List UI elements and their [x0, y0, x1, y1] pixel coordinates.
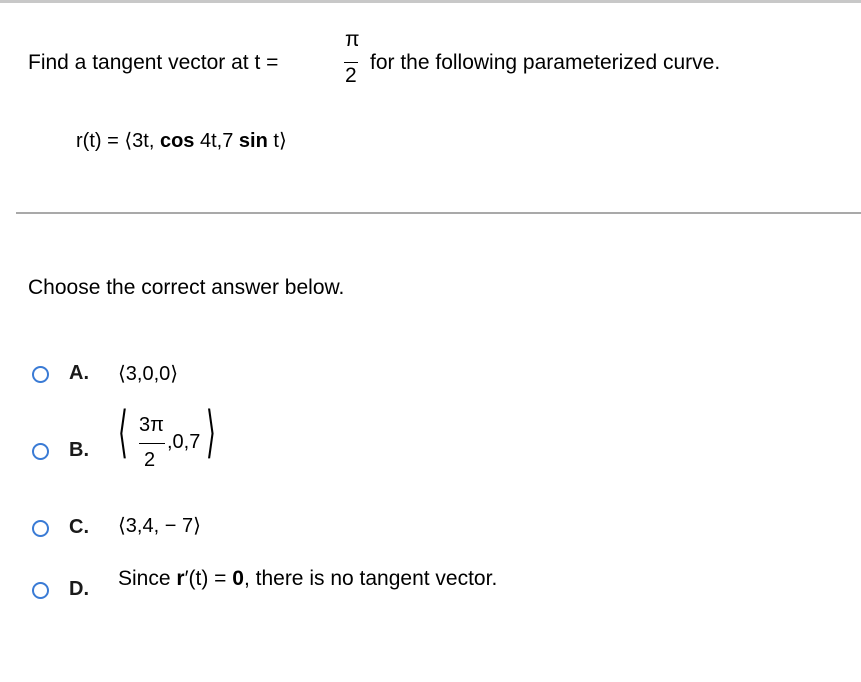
instruction-text: Choose the correct answer below.: [28, 276, 345, 299]
option-b-rest: ,0,7: [167, 431, 201, 453]
formula-part3: t: [267, 130, 279, 152]
option-b-denominator: 2: [144, 449, 156, 471]
option-c-value: ⟨3,4, − 7⟩: [118, 515, 201, 537]
option-a-radio[interactable]: [32, 366, 49, 383]
option-b-bracket-close: ⟩: [206, 400, 216, 463]
option-d-letter: D.: [69, 578, 89, 600]
option-c-radio[interactable]: [32, 520, 49, 537]
t-value-fraction: [342, 28, 360, 98]
option-d-r: r: [176, 567, 185, 590]
option-d-radio[interactable]: [32, 582, 49, 599]
option-b-numerator: 3π: [139, 414, 164, 436]
formula-lhs: r(t) =: [76, 130, 125, 152]
question-suffix: for the following parameterized curve.: [370, 51, 721, 74]
option-d-post: , there is no tangent vector.: [243, 567, 498, 590]
option-b-fraction-bar: [139, 443, 165, 444]
formula-part2: 4t,7: [194, 130, 239, 152]
option-c-letter: C.: [69, 516, 89, 538]
option-a-letter: A.: [69, 362, 89, 384]
cos-label: cos: [159, 130, 195, 152]
option-b-bracket-open: ⟨: [118, 400, 128, 463]
t-numerator: π: [345, 28, 360, 51]
curve-formula: [76, 128, 287, 153]
angle-close: ⟩: [278, 130, 287, 152]
section-divider: [16, 212, 861, 214]
sin-label: sin: [238, 130, 268, 152]
t-denominator: 2: [345, 64, 357, 87]
option-d-zero: 0: [232, 567, 244, 590]
option-d-text: [118, 567, 497, 591]
top-border: [0, 0, 861, 3]
question-prefix: Find a tangent vector at t =: [28, 51, 279, 74]
option-a-value: ⟨3,0,0⟩: [118, 363, 179, 385]
angle-open: ⟨: [124, 130, 133, 152]
formula-part1: 3t,: [132, 130, 160, 152]
option-b-radio[interactable]: [32, 443, 49, 460]
fraction-bar: [344, 62, 358, 63]
option-d-mid: ′(t) =: [184, 567, 233, 590]
option-b-letter: B.: [69, 439, 89, 461]
option-d-pre: Since: [118, 567, 177, 590]
